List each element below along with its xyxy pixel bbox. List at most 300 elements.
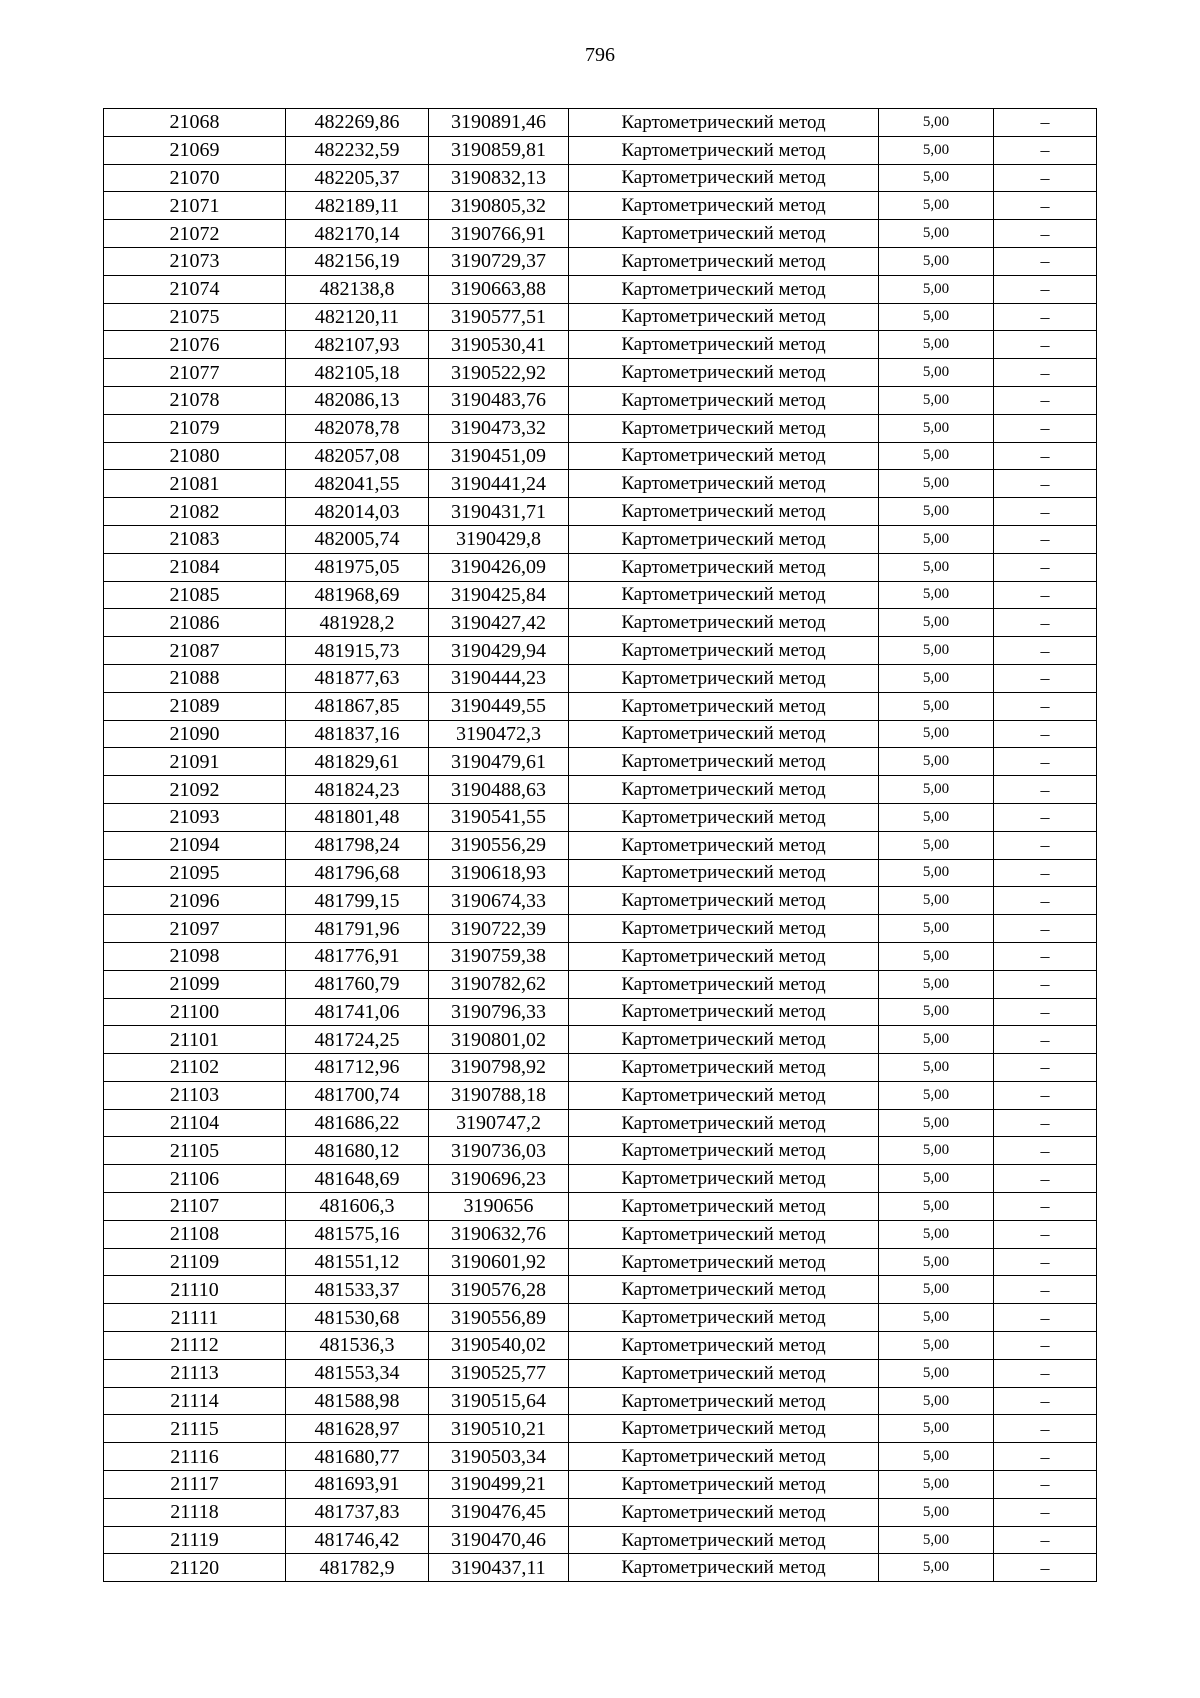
accuracy-cell: 5,00: [879, 192, 994, 220]
note-cell: –: [994, 1054, 1097, 1082]
table-row: [104, 803, 1097, 831]
x-coordinate-cell: 482107,93: [286, 331, 429, 359]
accuracy-cell: 5,00: [879, 1526, 994, 1554]
note-cell: –: [994, 331, 1097, 359]
point-number-cell: 21116: [104, 1443, 286, 1471]
x-coordinate-cell: 481680,77: [286, 1443, 429, 1471]
table-row: [104, 1471, 1097, 1499]
note-cell: –: [994, 220, 1097, 248]
table-row: [104, 414, 1097, 442]
method-cell: Картометрический метод: [569, 470, 879, 498]
point-number-cell: 21118: [104, 1498, 286, 1526]
x-coordinate-cell: 481680,12: [286, 1137, 429, 1165]
method-cell: Картометрический метод: [569, 1415, 879, 1443]
point-number-cell: 21082: [104, 498, 286, 526]
accuracy-cell: 5,00: [879, 1193, 994, 1221]
y-coordinate-cell: 3190429,94: [429, 637, 569, 665]
method-cell: Картометрический метод: [569, 609, 879, 637]
method-cell: Картометрический метод: [569, 442, 879, 470]
table-row: [104, 692, 1097, 720]
y-coordinate-cell: 3190473,32: [429, 414, 569, 442]
note-cell: –: [994, 609, 1097, 637]
method-cell: Картометрический метод: [569, 498, 879, 526]
point-number-cell: 21120: [104, 1554, 286, 1582]
note-cell: –: [994, 192, 1097, 220]
x-coordinate-cell: 481877,63: [286, 664, 429, 692]
accuracy-cell: 5,00: [879, 1554, 994, 1582]
method-cell: Картометрический метод: [569, 220, 879, 248]
point-number-cell: 21096: [104, 887, 286, 915]
accuracy-cell: 5,00: [879, 1137, 994, 1165]
note-cell: –: [994, 1415, 1097, 1443]
accuracy-cell: 5,00: [879, 498, 994, 526]
accuracy-cell: 5,00: [879, 998, 994, 1026]
note-cell: –: [994, 720, 1097, 748]
y-coordinate-cell: 3190759,38: [429, 942, 569, 970]
table-row: [104, 359, 1097, 387]
table-row: [104, 525, 1097, 553]
point-number-cell: 21098: [104, 942, 286, 970]
y-coordinate-cell: 3190576,28: [429, 1276, 569, 1304]
note-cell: –: [994, 136, 1097, 164]
y-coordinate-cell: 3190515,64: [429, 1387, 569, 1415]
table-row: [104, 386, 1097, 414]
point-number-cell: 21093: [104, 803, 286, 831]
method-cell: Картометрический метод: [569, 776, 879, 804]
y-coordinate-cell: 3190525,77: [429, 1359, 569, 1387]
accuracy-cell: 5,00: [879, 664, 994, 692]
y-coordinate-cell: 3190729,37: [429, 247, 569, 275]
method-cell: Картометрический метод: [569, 1054, 879, 1082]
accuracy-cell: 5,00: [879, 136, 994, 164]
x-coordinate-cell: 482120,11: [286, 303, 429, 331]
method-cell: Картометрический метод: [569, 1248, 879, 1276]
accuracy-cell: 5,00: [879, 470, 994, 498]
accuracy-cell: 5,00: [879, 1359, 994, 1387]
point-number-cell: 21086: [104, 609, 286, 637]
y-coordinate-cell: 3190796,33: [429, 998, 569, 1026]
y-coordinate-cell: 3190736,03: [429, 1137, 569, 1165]
point-number-cell: 21074: [104, 275, 286, 303]
method-cell: Картометрический метод: [569, 998, 879, 1026]
x-coordinate-cell: 482205,37: [286, 164, 429, 192]
note-cell: –: [994, 748, 1097, 776]
point-number-cell: 21107: [104, 1193, 286, 1221]
accuracy-cell: 5,00: [879, 1165, 994, 1193]
x-coordinate-cell: 481968,69: [286, 581, 429, 609]
point-number-cell: 21112: [104, 1332, 286, 1360]
method-cell: Картометрический метод: [569, 1137, 879, 1165]
accuracy-cell: 5,00: [879, 525, 994, 553]
point-number-cell: 21075: [104, 303, 286, 331]
y-coordinate-cell: 3190540,02: [429, 1332, 569, 1360]
x-coordinate-cell: 481776,91: [286, 942, 429, 970]
accuracy-cell: 5,00: [879, 1332, 994, 1360]
accuracy-cell: 5,00: [879, 109, 994, 137]
x-coordinate-cell: 482156,19: [286, 247, 429, 275]
accuracy-cell: 5,00: [879, 220, 994, 248]
y-coordinate-cell: 3190656: [429, 1193, 569, 1221]
accuracy-cell: 5,00: [879, 692, 994, 720]
x-coordinate-cell: 481741,06: [286, 998, 429, 1026]
y-coordinate-cell: 3190499,21: [429, 1471, 569, 1499]
x-coordinate-cell: 481606,3: [286, 1193, 429, 1221]
note-cell: –: [994, 1443, 1097, 1471]
table-row: [104, 720, 1097, 748]
y-coordinate-cell: 3190541,55: [429, 803, 569, 831]
x-coordinate-cell: 481628,97: [286, 1415, 429, 1443]
table-row: [104, 831, 1097, 859]
table-row: [104, 1081, 1097, 1109]
x-coordinate-cell: 481746,42: [286, 1526, 429, 1554]
y-coordinate-cell: 3190782,62: [429, 970, 569, 998]
point-number-cell: 21081: [104, 470, 286, 498]
table-row: [104, 498, 1097, 526]
table-row: [104, 970, 1097, 998]
accuracy-cell: 5,00: [879, 1498, 994, 1526]
accuracy-cell: 5,00: [879, 776, 994, 804]
point-number-cell: 21117: [104, 1471, 286, 1499]
x-coordinate-cell: 481837,16: [286, 720, 429, 748]
method-cell: Картометрический метод: [569, 1498, 879, 1526]
x-coordinate-cell: 481796,68: [286, 859, 429, 887]
y-coordinate-cell: 3190425,84: [429, 581, 569, 609]
table-row: [104, 136, 1097, 164]
accuracy-cell: 5,00: [879, 1471, 994, 1499]
x-coordinate-cell: 481791,96: [286, 915, 429, 943]
table-row: [104, 1359, 1097, 1387]
method-cell: Картометрический метод: [569, 1526, 879, 1554]
table-row: [104, 1137, 1097, 1165]
x-coordinate-cell: 482086,13: [286, 386, 429, 414]
x-coordinate-cell: 482105,18: [286, 359, 429, 387]
y-coordinate-cell: 3190427,42: [429, 609, 569, 637]
point-number-cell: 21113: [104, 1359, 286, 1387]
note-cell: –: [994, 1165, 1097, 1193]
point-number-cell: 21076: [104, 331, 286, 359]
y-coordinate-cell: 3190449,55: [429, 692, 569, 720]
y-coordinate-cell: 3190431,71: [429, 498, 569, 526]
table-row: [104, 109, 1097, 137]
point-number-cell: 21094: [104, 831, 286, 859]
method-cell: Картометрический метод: [569, 525, 879, 553]
table-row: [104, 1054, 1097, 1082]
method-cell: Картометрический метод: [569, 331, 879, 359]
x-coordinate-cell: 481760,79: [286, 970, 429, 998]
y-coordinate-cell: 3190859,81: [429, 136, 569, 164]
accuracy-cell: 5,00: [879, 887, 994, 915]
x-coordinate-cell: 481975,05: [286, 553, 429, 581]
note-cell: –: [994, 998, 1097, 1026]
point-number-cell: 21099: [104, 970, 286, 998]
note-cell: –: [994, 1554, 1097, 1582]
y-coordinate-cell: 3190674,33: [429, 887, 569, 915]
note-cell: –: [994, 915, 1097, 943]
point-number-cell: 21106: [104, 1165, 286, 1193]
method-cell: Картометрический метод: [569, 1332, 879, 1360]
y-coordinate-cell: 3190488,63: [429, 776, 569, 804]
point-number-cell: 21110: [104, 1276, 286, 1304]
y-coordinate-cell: 3190577,51: [429, 303, 569, 331]
y-coordinate-cell: 3190483,76: [429, 386, 569, 414]
method-cell: Картометрический метод: [569, 970, 879, 998]
note-cell: –: [994, 637, 1097, 665]
note-cell: –: [994, 859, 1097, 887]
table-row: [104, 1193, 1097, 1221]
accuracy-cell: 5,00: [879, 386, 994, 414]
accuracy-cell: 5,00: [879, 164, 994, 192]
note-cell: –: [994, 414, 1097, 442]
y-coordinate-cell: 3190618,93: [429, 859, 569, 887]
accuracy-cell: 5,00: [879, 1248, 994, 1276]
note-cell: –: [994, 776, 1097, 804]
table-row: [104, 303, 1097, 331]
y-coordinate-cell: 3190891,46: [429, 109, 569, 137]
point-number-cell: 21119: [104, 1526, 286, 1554]
method-cell: Картометрический метод: [569, 247, 879, 275]
table-row: [104, 331, 1097, 359]
y-coordinate-cell: 3190805,32: [429, 192, 569, 220]
point-number-cell: 21073: [104, 247, 286, 275]
accuracy-cell: 5,00: [879, 609, 994, 637]
method-cell: Картометрический метод: [569, 1387, 879, 1415]
note-cell: –: [994, 1304, 1097, 1332]
note-cell: –: [994, 1387, 1097, 1415]
coordinates-table-body: [104, 109, 1097, 1582]
point-number-cell: 21104: [104, 1109, 286, 1137]
method-cell: Картометрический метод: [569, 414, 879, 442]
method-cell: Картометрический метод: [569, 915, 879, 943]
method-cell: Картометрический метод: [569, 637, 879, 665]
x-coordinate-cell: 482269,86: [286, 109, 429, 137]
method-cell: Картометрический метод: [569, 109, 879, 137]
point-number-cell: 21088: [104, 664, 286, 692]
table-row: [104, 664, 1097, 692]
note-cell: –: [994, 1109, 1097, 1137]
accuracy-cell: 5,00: [879, 359, 994, 387]
y-coordinate-cell: 3190556,29: [429, 831, 569, 859]
note-cell: –: [994, 887, 1097, 915]
x-coordinate-cell: 482232,59: [286, 136, 429, 164]
point-number-cell: 21077: [104, 359, 286, 387]
method-cell: Картометрический метод: [569, 1554, 879, 1582]
method-cell: Картометрический метод: [569, 748, 879, 776]
point-number-cell: 21070: [104, 164, 286, 192]
point-number-cell: 21089: [104, 692, 286, 720]
note-cell: –: [994, 664, 1097, 692]
x-coordinate-cell: 481648,69: [286, 1165, 429, 1193]
point-number-cell: 21105: [104, 1137, 286, 1165]
x-coordinate-cell: 481536,3: [286, 1332, 429, 1360]
accuracy-cell: 5,00: [879, 831, 994, 859]
page-number: 796: [585, 44, 615, 66]
point-number-cell: 21090: [104, 720, 286, 748]
y-coordinate-cell: 3190444,23: [429, 664, 569, 692]
table-row: [104, 1109, 1097, 1137]
note-cell: –: [994, 498, 1097, 526]
note-cell: –: [994, 1526, 1097, 1554]
point-number-cell: 21085: [104, 581, 286, 609]
y-coordinate-cell: 3190472,3: [429, 720, 569, 748]
note-cell: –: [994, 1026, 1097, 1054]
accuracy-cell: 5,00: [879, 1054, 994, 1082]
note-cell: –: [994, 692, 1097, 720]
method-cell: Картометрический метод: [569, 692, 879, 720]
table-row: [104, 1276, 1097, 1304]
point-number-cell: 21102: [104, 1054, 286, 1082]
x-coordinate-cell: 482170,14: [286, 220, 429, 248]
point-number-cell: 21100: [104, 998, 286, 1026]
x-coordinate-cell: 481693,91: [286, 1471, 429, 1499]
table-row: [104, 581, 1097, 609]
point-number-cell: 21083: [104, 525, 286, 553]
point-number-cell: 21097: [104, 915, 286, 943]
x-coordinate-cell: 481551,12: [286, 1248, 429, 1276]
y-coordinate-cell: 3190556,89: [429, 1304, 569, 1332]
accuracy-cell: 5,00: [879, 414, 994, 442]
note-cell: –: [994, 275, 1097, 303]
table-row: [104, 553, 1097, 581]
table-row: [104, 1332, 1097, 1360]
accuracy-cell: 5,00: [879, 915, 994, 943]
accuracy-cell: 5,00: [879, 942, 994, 970]
note-cell: –: [994, 553, 1097, 581]
x-coordinate-cell: 482138,8: [286, 275, 429, 303]
point-number-cell: 21071: [104, 192, 286, 220]
y-coordinate-cell: 3190426,09: [429, 553, 569, 581]
y-coordinate-cell: 3190798,92: [429, 1054, 569, 1082]
x-coordinate-cell: 482189,11: [286, 192, 429, 220]
accuracy-cell: 5,00: [879, 1026, 994, 1054]
accuracy-cell: 5,00: [879, 859, 994, 887]
note-cell: –: [994, 1193, 1097, 1221]
x-coordinate-cell: 481712,96: [286, 1054, 429, 1082]
accuracy-cell: 5,00: [879, 553, 994, 581]
method-cell: Картометрический метод: [569, 553, 879, 581]
coordinates-table: [103, 108, 1097, 1582]
x-coordinate-cell: 481798,24: [286, 831, 429, 859]
note-cell: –: [994, 1498, 1097, 1526]
note-cell: –: [994, 831, 1097, 859]
table-row: [104, 942, 1097, 970]
method-cell: Картометрический метод: [569, 164, 879, 192]
accuracy-cell: 5,00: [879, 637, 994, 665]
y-coordinate-cell: 3190530,41: [429, 331, 569, 359]
point-number-cell: 21072: [104, 220, 286, 248]
table-row: [104, 1554, 1097, 1582]
table-row: [104, 776, 1097, 804]
method-cell: Картометрический метод: [569, 275, 879, 303]
accuracy-cell: 5,00: [879, 275, 994, 303]
note-cell: –: [994, 1359, 1097, 1387]
method-cell: Картометрический метод: [569, 192, 879, 220]
point-number-cell: 21092: [104, 776, 286, 804]
x-coordinate-cell: 481799,15: [286, 887, 429, 915]
y-coordinate-cell: 3190451,09: [429, 442, 569, 470]
point-number-cell: 21101: [104, 1026, 286, 1054]
table-row: [104, 470, 1097, 498]
note-cell: –: [994, 109, 1097, 137]
accuracy-cell: 5,00: [879, 1276, 994, 1304]
y-coordinate-cell: 3190663,88: [429, 275, 569, 303]
method-cell: Картометрический метод: [569, 1220, 879, 1248]
accuracy-cell: 5,00: [879, 303, 994, 331]
y-coordinate-cell: 3190479,61: [429, 748, 569, 776]
point-number-cell: 21103: [104, 1081, 286, 1109]
y-coordinate-cell: 3190522,92: [429, 359, 569, 387]
table-row: [104, 998, 1097, 1026]
method-cell: Картометрический метод: [569, 303, 879, 331]
note-cell: –: [994, 942, 1097, 970]
accuracy-cell: 5,00: [879, 970, 994, 998]
x-coordinate-cell: 481588,98: [286, 1387, 429, 1415]
note-cell: –: [994, 247, 1097, 275]
table-row: [104, 247, 1097, 275]
x-coordinate-cell: 481829,61: [286, 748, 429, 776]
table-row: [104, 887, 1097, 915]
y-coordinate-cell: 3190747,2: [429, 1109, 569, 1137]
x-coordinate-cell: 482078,78: [286, 414, 429, 442]
method-cell: Картометрический метод: [569, 136, 879, 164]
point-number-cell: 21095: [104, 859, 286, 887]
note-cell: –: [994, 970, 1097, 998]
accuracy-cell: 5,00: [879, 1304, 994, 1332]
table-row: [104, 1498, 1097, 1526]
accuracy-cell: 5,00: [879, 1415, 994, 1443]
method-cell: Картометрический метод: [569, 1276, 879, 1304]
y-coordinate-cell: 3190632,76: [429, 1220, 569, 1248]
note-cell: –: [994, 1248, 1097, 1276]
point-number-cell: 21108: [104, 1220, 286, 1248]
method-cell: Картометрический метод: [569, 942, 879, 970]
table-row: [104, 1387, 1097, 1415]
y-coordinate-cell: 3190696,23: [429, 1165, 569, 1193]
table-row: [104, 609, 1097, 637]
method-cell: Картометрический метод: [569, 581, 879, 609]
note-cell: –: [994, 1137, 1097, 1165]
x-coordinate-cell: 481575,16: [286, 1220, 429, 1248]
method-cell: Картометрический метод: [569, 1304, 879, 1332]
y-coordinate-cell: 3190788,18: [429, 1081, 569, 1109]
x-coordinate-cell: 481553,34: [286, 1359, 429, 1387]
x-coordinate-cell: 481824,23: [286, 776, 429, 804]
table-row: [104, 1304, 1097, 1332]
table-row: [104, 1415, 1097, 1443]
method-cell: Картометрический метод: [569, 1109, 879, 1137]
method-cell: Картометрический метод: [569, 720, 879, 748]
note-cell: –: [994, 803, 1097, 831]
accuracy-cell: 5,00: [879, 1220, 994, 1248]
method-cell: Картометрический метод: [569, 1471, 879, 1499]
point-number-cell: 21068: [104, 109, 286, 137]
x-coordinate-cell: 481533,37: [286, 1276, 429, 1304]
point-number-cell: 21115: [104, 1415, 286, 1443]
table-row: [104, 1526, 1097, 1554]
point-number-cell: 21111: [104, 1304, 286, 1332]
point-number-cell: 21079: [104, 414, 286, 442]
method-cell: Картометрический метод: [569, 1165, 879, 1193]
x-coordinate-cell: 481686,22: [286, 1109, 429, 1137]
accuracy-cell: 5,00: [879, 581, 994, 609]
note-cell: –: [994, 1220, 1097, 1248]
y-coordinate-cell: 3190429,8: [429, 525, 569, 553]
accuracy-cell: 5,00: [879, 1443, 994, 1471]
accuracy-cell: 5,00: [879, 1081, 994, 1109]
accuracy-cell: 5,00: [879, 803, 994, 831]
y-coordinate-cell: 3190801,02: [429, 1026, 569, 1054]
note-cell: –: [994, 359, 1097, 387]
x-coordinate-cell: 481530,68: [286, 1304, 429, 1332]
